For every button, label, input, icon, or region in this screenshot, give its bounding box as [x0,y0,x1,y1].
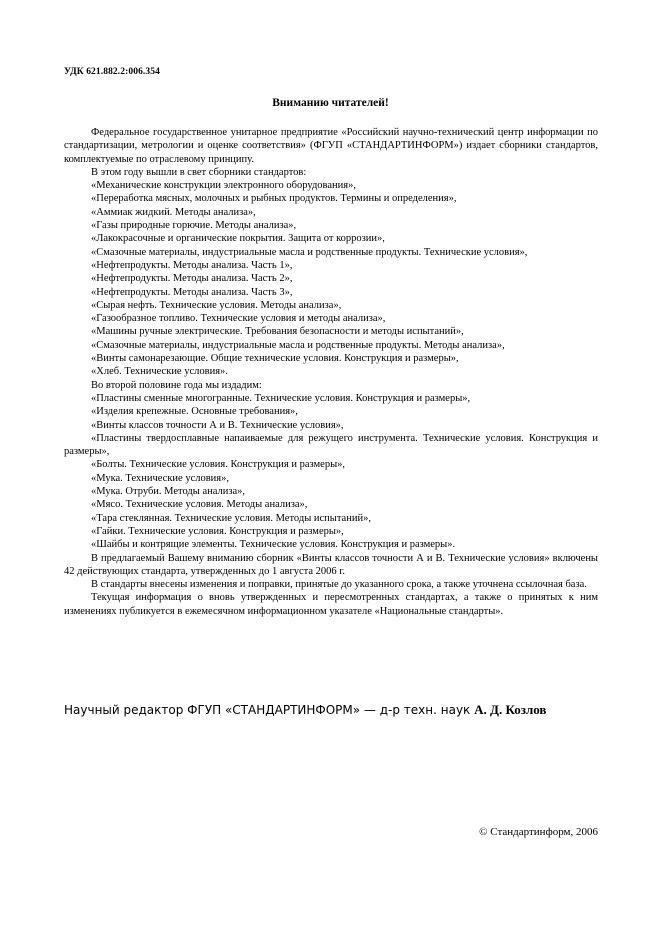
collection-item: «Шайбы и контрящие элементы. Технические условия. Конструкция и размеры». [91,539,456,551]
collection-item: «Мука. Технические условия», [91,472,230,484]
udk-code: УДК 621.882.2:006.354 [64,67,160,77]
collection-item: «Пластины твердосплавные напаиваемые для режущего инструмента. Технические условия. Конструкция и размеры», [64,432,598,458]
collection-item: «Лакокрасочные и органические покрытия. Защита от коррозии», [91,233,385,245]
info-paragraph: Текущая информация о вновь утвержденных и пересмотренных стандартах, а также о принятых к ним изменениях публикуется в ежемесячном информационном указателе «Национальные стандарты». [64,592,598,617]
collection-item: «Газы природные горючие. Методы анализа», [91,220,297,232]
collection-item: «Машины ручные электрические. Требования безопасности и методы испытаний», [91,326,464,338]
collection-item: «Нефтепродукты. Методы анализа. Часть 1», [91,259,293,271]
collection-item: «Смазочные материалы, индустриальные масла и родственные продукты. Методы анализа», [91,339,505,351]
collection-item: «Изделия крепежные. Основные требования», [91,406,298,418]
published-intro: В этом году вышли в свет сборники стандартов: [91,166,307,178]
intro-paragraph: Федеральное государственное унитарное предприятие «Российский научно-технический центр информации по стандартизации, метрологии и оценке соответствия» (ФГУП «СТАНДАРТИНФОРМ») издает сборники стандартов, комплектуемые по отраслевому принципу. [64,127,598,165]
collection-item: «Аммиак жидкий. Методы анализа», [91,206,256,218]
collection-item: «Тара стеклянная. Технические условия. Методы испытаний», [91,512,371,524]
page-title: Вниманию читателей! [272,97,389,109]
copyright-notice: © Стандартинформ, 2006 [479,826,598,838]
offer-paragraph: В предлагаемый Вашему вниманию сборник «Винты классов точности А и В. Технические условия» включены 42 действующих стандарта, утвержденных до 1 августа 2006 г. [64,552,598,577]
scientific-editor-line [64,702,604,718]
published-collections-list [64,179,598,378]
editor-name: А. Д. Козлов [474,702,547,717]
collection-item: «Сырая нефть. Технические условия. Методы анализа», [91,299,342,311]
collection-item: «Мука. Отруби. Методы анализа», [91,486,246,498]
collection-item: «Переработка мясных, молочных и рыбных продуктов. Термины и определения», [91,193,457,205]
collection-item: «Хлеб. Технические условия». [91,366,228,378]
collection-item: «Болты. Технические условия. Конструкция и размеры», [91,459,345,471]
collection-item: «Нефтепродукты. Методы анализа. Часть 3», [91,286,293,298]
collection-item: «Механические конструкции электронного оборудования», [91,180,356,192]
collection-item: «Газообразное топливо. Технические условия и методы анализа», [91,313,386,325]
collection-item: «Мясо. Технические условия. Методы анализа», [91,499,308,511]
editor-text: Научный редактор ФГУП «СТАНДАРТИНФОРМ» — д-р техн. наук [64,703,471,717]
collection-item: «Винты классов точности А и В. Технические условия», [91,419,344,431]
upcoming-intro: Во второй половине года мы издадим: [91,379,262,391]
collection-item: «Гайки. Технические условия. Конструкция и размеры», [91,525,344,537]
upcoming-collections-list [64,392,598,552]
collection-item: «Пластины сменные многогранные. Технические условия. Конструкция и размеры», [91,392,471,404]
collection-item: «Винты самонарезающие. Общие технические условия. Конструкция и размеры», [91,353,459,365]
notice-body [64,126,598,618]
collection-item: «Нефтепродукты. Методы анализа. Часть 2», [91,273,293,285]
changes-paragraph: В стандарты внесены изменения и поправки, принятые до указанного срока, а также уточнена ссылочная база. [91,579,587,591]
collection-item: «Смазочные материалы, индустриальные масла и родственные продукты. Технические условия», [91,246,528,258]
